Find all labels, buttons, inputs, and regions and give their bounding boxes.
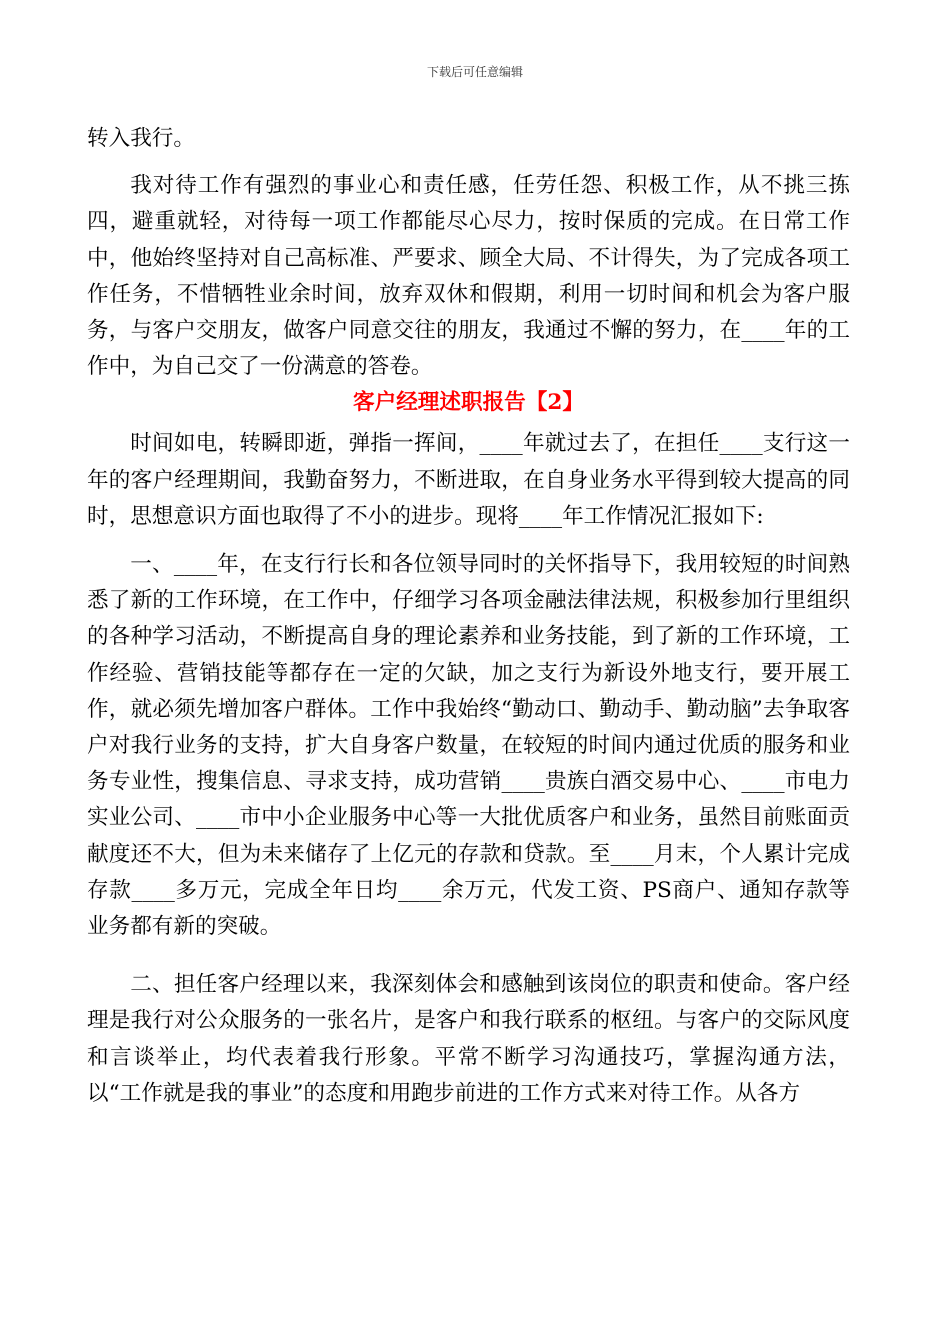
paragraph-point-one: 一、____年，在支行行长和各位领导同时的关怀指导下，我用较短的时间熟悉了新的工作环境，在工作中，仔细学习各项金融法律法规，积极参加行里组织的各种学习活动，不断提高自身的理论素养和业务技能，到了新的工作环境，工作经验、营销技能等都存在一定的欠缺，加之支行为新设外地支行，要开展工作，就必须先增加客户群体。工作中我始终“勤动口、勤动手、勤动脑”去争取客户对我行业务的支持，扩大自身客户数量，在较短的时间内通过优质的服务和业务专业性，搜集信息、寻求支持，成功营销____贵族白酒交易中心、____市电力实业公司、____市中小企业服务中心等一大批优质客户和业务，虽然目前账面贡献度还不大，但为未来储存了上亿元的存款和贷款。至____月末，个人累计完成存款____多万元，完成全年日均____余万元，代发工资、PS商户、通知存款等业务都有新的突破。 bbox=[87, 552, 850, 940]
section-title: 客户经理述职报告【2】 bbox=[353, 390, 584, 416]
paragraph-point-two: 二、担任客户经理以来，我深刻体会和感触到该岗位的职责和使命。客户经理是我行对公众服务的一张名片，是客户和我行联系的枢纽。与客户的交际风度和言谈举止，均代表着我行形象。平常不断学习沟通技巧，掌握沟通方法，以“工作就是我的事业”的态度和用跑步前进的工作方式来对待工作。从各方 bbox=[87, 972, 850, 1106]
paragraph-work-attitude: 我对待工作有强烈的事业心和责任感，任劳任怨、积极工作，从不挑三拣四，避重就轻，对待每一项工作都能尽心尽力，按时保质的完成。在日常工作中，他始终坚持对自己高标准、严要求、顾全大局、不计得失，为了完成各项工作任务，不惜牺牲业余时间，放弃双休和假期，利用一切时间和机会为客户服务，与客户交朋友，做客户同意交往的朋友，我通过不懈的努力，在____年的工作中，为自己交了一份满意的答卷。 bbox=[87, 173, 850, 380]
page-header: 下载后可任意编辑 bbox=[426, 65, 523, 79]
continued-paragraph: 转入我行。 bbox=[87, 126, 195, 151]
document-body bbox=[87, 121, 850, 1112]
paragraph-intro: 时间如电，转瞬即逝，弹指一挥间，____年就过去了，在担任____支行这一年的客户经理期间，我勤奋努力，不断进取，在自身业务水平得到较大提高的同时，思想意识方面也取得了不小的进步。现将____年工作情况汇报如下: bbox=[87, 431, 850, 529]
